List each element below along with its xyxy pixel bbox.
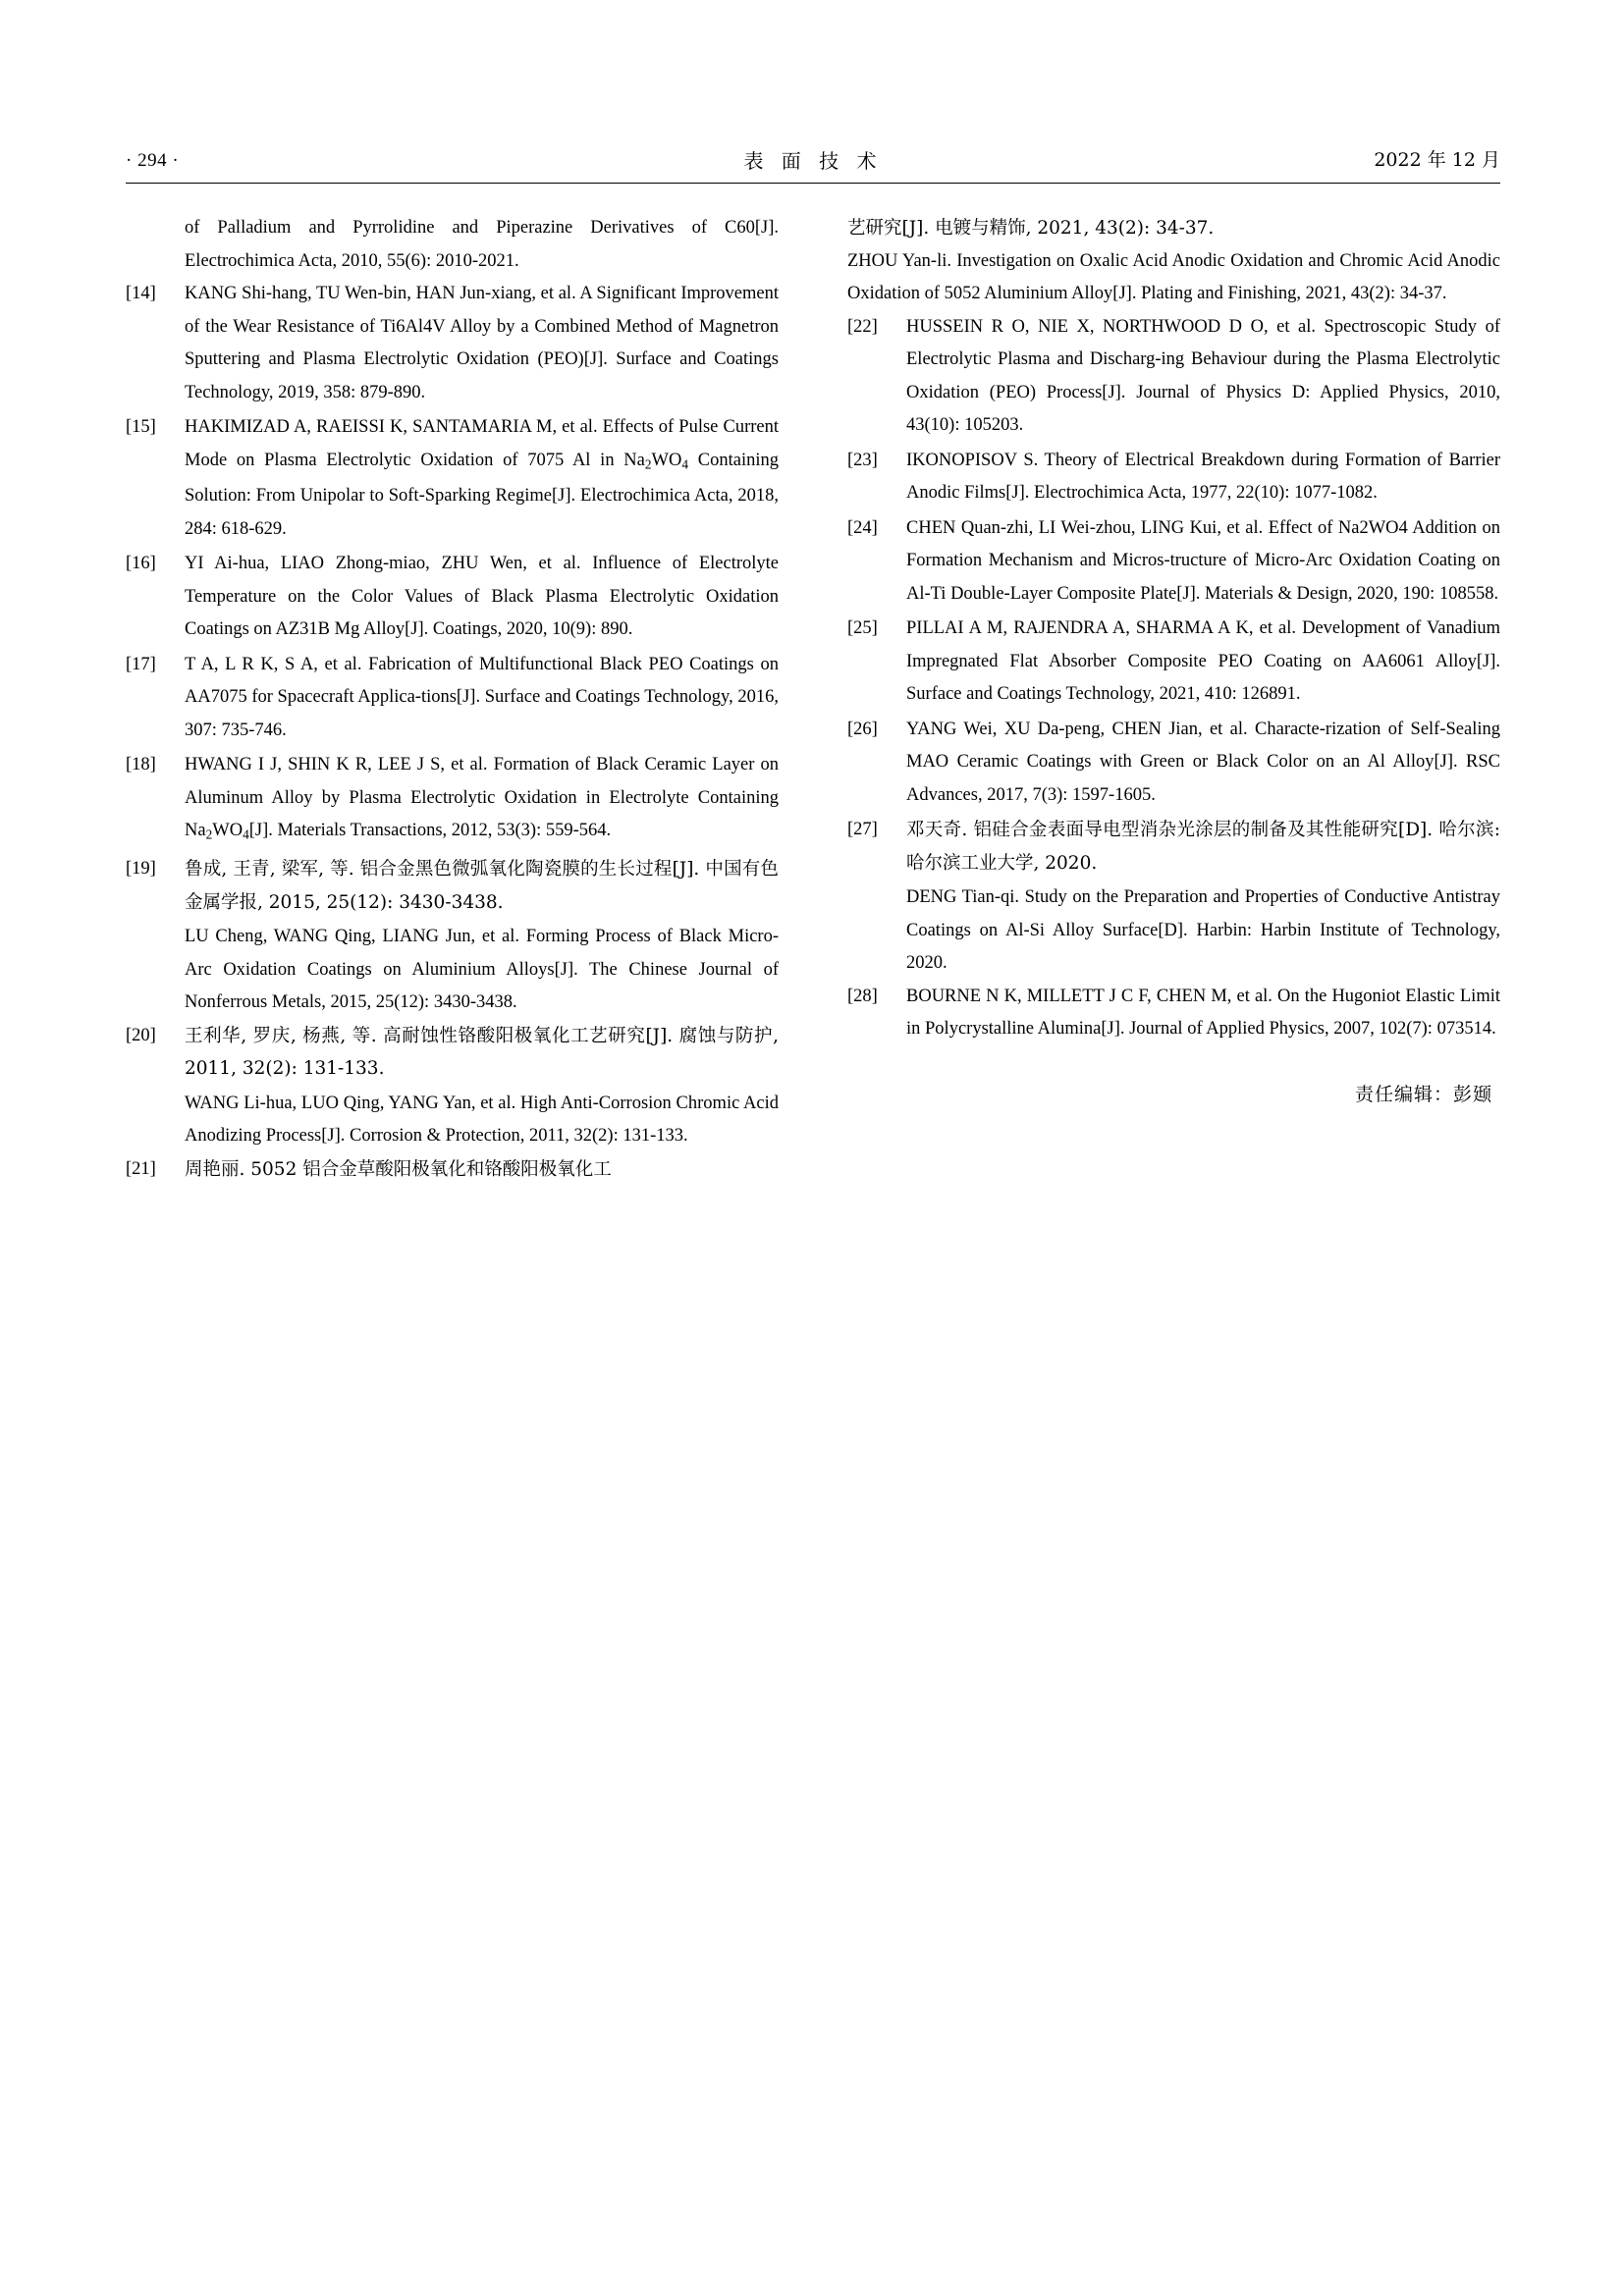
page-number: · 294 · xyxy=(126,150,180,171)
reference-item xyxy=(126,1153,779,1187)
ref-text-part: Containing Solution: From Unipolar to Soft-Sparking Regime[J]. Electrochimica Acta, 2018, 284: 618-629. xyxy=(185,450,779,539)
reference-number: [17] xyxy=(126,654,156,674)
reference-text: YANG Wei, XU Da-peng, CHEN Jian, et al. Characte-rization of Self-Sealing MAO Ceramic Coatings with Green or Black Color on an Al Alloy[J]. RSC Advances, 2017, 7(3): 1597-1605. xyxy=(906,719,1500,805)
reference-text: YI Ai-hua, LIAO Zhong-miao, ZHU Wen, et al. Influence of Electrolyte Temperature on the Color Values of Black Plasma Electrolytic Oxidation Coatings on AZ31B Mg Alloy[J]. Coatings, 2020, 10(9): 890. xyxy=(185,554,779,640)
ref-text-part: HAKIMIZAD A, RAEISSI K, SANTAMARIA M, et al. Effects of Pulse Current Mode on Plasma Electrolytic Oxidation of 7075 Al in Na xyxy=(185,417,779,470)
reference-text-cn: 王利华, 罗庆, 杨燕, 等. 高耐蚀性铬酸阳极氧化工艺研究[J]. 腐蚀与防护, 2011, 32(2): 131-133. xyxy=(185,1025,779,1080)
ref-text-part: [J]. Materials Transactions, 2012, 53(3): 559-564. xyxy=(248,821,612,841)
journal-title: 表 面 技 术 xyxy=(743,149,883,173)
reference-number: [18] xyxy=(126,755,156,775)
reference-number: [27] xyxy=(847,820,878,839)
reference-number: [25] xyxy=(847,618,878,638)
continued-reference-cn: 艺研究[J]. 电镀与精饰, 2021, 43(2): 34-37. xyxy=(847,218,1215,239)
reference-text-en: DENG Tian-qi. Study on the Preparation and Properties of Conductive Antistray Coatings on Al-Si Alloy Surface[D]. Harbin: Harbin Institute of Technology, 2020. xyxy=(906,887,1500,973)
reference-text: IKONOPISOV S. Theory of Electrical Breakdown during Formation of Barrier Anodic Films[J]. Electrochimica Acta, 1977, 22(10): 1077-1082. xyxy=(906,450,1500,503)
reference-item xyxy=(847,981,1500,1046)
reference-number: [21] xyxy=(126,1158,156,1179)
reference-number: [14] xyxy=(126,284,156,303)
reference-item xyxy=(847,714,1500,813)
reference-number: [28] xyxy=(847,986,878,1006)
reference-number: [22] xyxy=(847,316,878,337)
reference-text xyxy=(185,749,779,851)
ref-text-part: WO xyxy=(651,450,682,470)
reference-text xyxy=(185,411,779,546)
reference-number: [20] xyxy=(126,1025,156,1045)
continued-reference-en: ZHOU Yan-li. Investigation on Oxalic Acid Anodic Oxidation and Chromic Acid Anodic Oxidation of 5052 Aluminium Alloy[J]. Plating and Finishing, 2021, 43(2): 34-37. xyxy=(847,250,1500,303)
right-column xyxy=(847,212,1500,1188)
reference-text: PILLAI A M, RAJENDRA A, SHARMA A K, et al. Development of Vanadium Impregnated Flat Absorber Composite PEO Coating on AA6061 Alloy[J]. Surface and Coatings Technology, 2021, 410: 126891. xyxy=(906,618,1500,704)
reference-text-cn: 周艳丽. 5052 铝合金草酸阳极氧化和铬酸阳极氧化工 xyxy=(185,1158,612,1180)
running-head xyxy=(126,145,1500,175)
continued-paragraph: of Palladium and Pyrrolidine and Piperazine Derivatives of C60[J]. Electrochimica Acta, 2010, 55(6): 2010-2021. xyxy=(185,218,779,271)
ref-subscript: 4 xyxy=(681,455,689,471)
reference-text: T A, L R K, S A, et al. Fabrication of Multifunctional Black PEO Coatings on AA7075 for Spacecraft Applica-tions[J]. Surface and Coatings Technology, 2016, 307: 735-746. xyxy=(185,654,779,740)
reference-item xyxy=(847,445,1500,510)
reference-text-cn: 鲁成, 王青, 梁军, 等. 铝合金黑色微弧氧化陶瓷膜的生长过程[J]. 中国有色金属学报, 2015, 25(12): 3430-3438. xyxy=(185,859,779,913)
reference-text: CHEN Quan-zhi, LI Wei-zhou, LING Kui, et al. Effect of Na2WO4 Addition on Formation Mechanism and Micros-tructure of Micro-Arc Oxidation Coating on Al-Ti Double-Layer Composite Plate[J]. Materials & Design, 2020, 190: 108558. xyxy=(906,517,1500,604)
reference-text: HUSSEIN R O, NIE X, NORTHWOOD D O, et al. Spectroscopic Study of Electrolytic Plasma and Discharg-ing Behaviour during the Plasma Electrolytic Oxidation (PEO) Process[J]. Journal of Physics D: Applied Physics, 2010, 43(10): 105203. xyxy=(906,316,1500,435)
header-rule xyxy=(126,183,1500,184)
reference-number: [26] xyxy=(847,719,878,739)
left-column xyxy=(126,212,779,1188)
ref-text-part: WO xyxy=(212,821,244,841)
reference-item xyxy=(847,311,1500,443)
ref-subscript: 4 xyxy=(243,827,249,842)
reference-item xyxy=(847,512,1500,612)
reference-item xyxy=(126,649,779,748)
reference-text-en: WANG Li-hua, LUO Qing, YANG Yan, et al. High Anti-Corrosion Chromic Acid Anodizing Process[J]. Corrosion & Protection, 2011, 32(2): 131-133. xyxy=(185,1093,779,1147)
reference-item xyxy=(126,1020,779,1086)
reference-columns xyxy=(126,212,1500,1188)
reference-item xyxy=(126,548,779,647)
reference-number: [15] xyxy=(126,417,156,437)
ref-subscript: 2 xyxy=(205,827,213,842)
reference-text-en: LU Cheng, WANG Qing, LIANG Jun, et al. Forming Process of Black Micro-Arc Oxidation Coatings on Aluminium Alloys[J]. The Chinese Journal of Nonferrous Metals, 2015, 25(12): 3430-3438. xyxy=(185,927,779,1013)
reference-number: [19] xyxy=(126,859,156,880)
reference-number: [24] xyxy=(847,517,878,538)
reference-number: [16] xyxy=(126,554,156,574)
ref-text-part: HWANG I J, SHIN K R, LEE J S, et al. Formation of Black Ceramic Layer on Aluminum Alloy by Plasma Electrolytic Oxidation in Electrolyte Containing Na xyxy=(185,755,779,841)
reference-item xyxy=(847,814,1500,880)
reference-text-cn: 邓天奇. 铝硅合金表面导电型消杂光涂层的制备及其性能研究[D]. 哈尔滨: 哈尔滨工业大学, 2020. xyxy=(906,820,1500,874)
reference-item xyxy=(126,853,779,919)
reference-text: BOURNE N K, MILLETT J C F, CHEN M, et al. On the Hugoniot Elastic Limit in Polycrystalline Alumina[J]. Journal of Applied Physics, 2007, 102(7): 073514. xyxy=(906,986,1500,1039)
reference-item xyxy=(126,411,779,546)
reference-item xyxy=(847,613,1500,712)
issue-date: 2022 年 12 月 xyxy=(1374,149,1500,171)
editor-note: 责任编辑：彭颋 xyxy=(1354,1083,1492,1105)
reference-text: KANG Shi-hang, TU Wen-bin, HAN Jun-xiang, et al. A Significant Improvement of the Wear Resistance of Ti6Al4V Alloy by a Combined Method of Magnetron Sputtering and Plasma Electrolytic Oxidation (PEO)[J]. Surface and Coatings Technology, 2019, 358: 879-890. xyxy=(185,284,779,402)
reference-number: [23] xyxy=(847,450,878,470)
reference-item xyxy=(126,278,779,409)
ref-subscript: 2 xyxy=(644,455,652,471)
reference-item xyxy=(126,749,779,851)
